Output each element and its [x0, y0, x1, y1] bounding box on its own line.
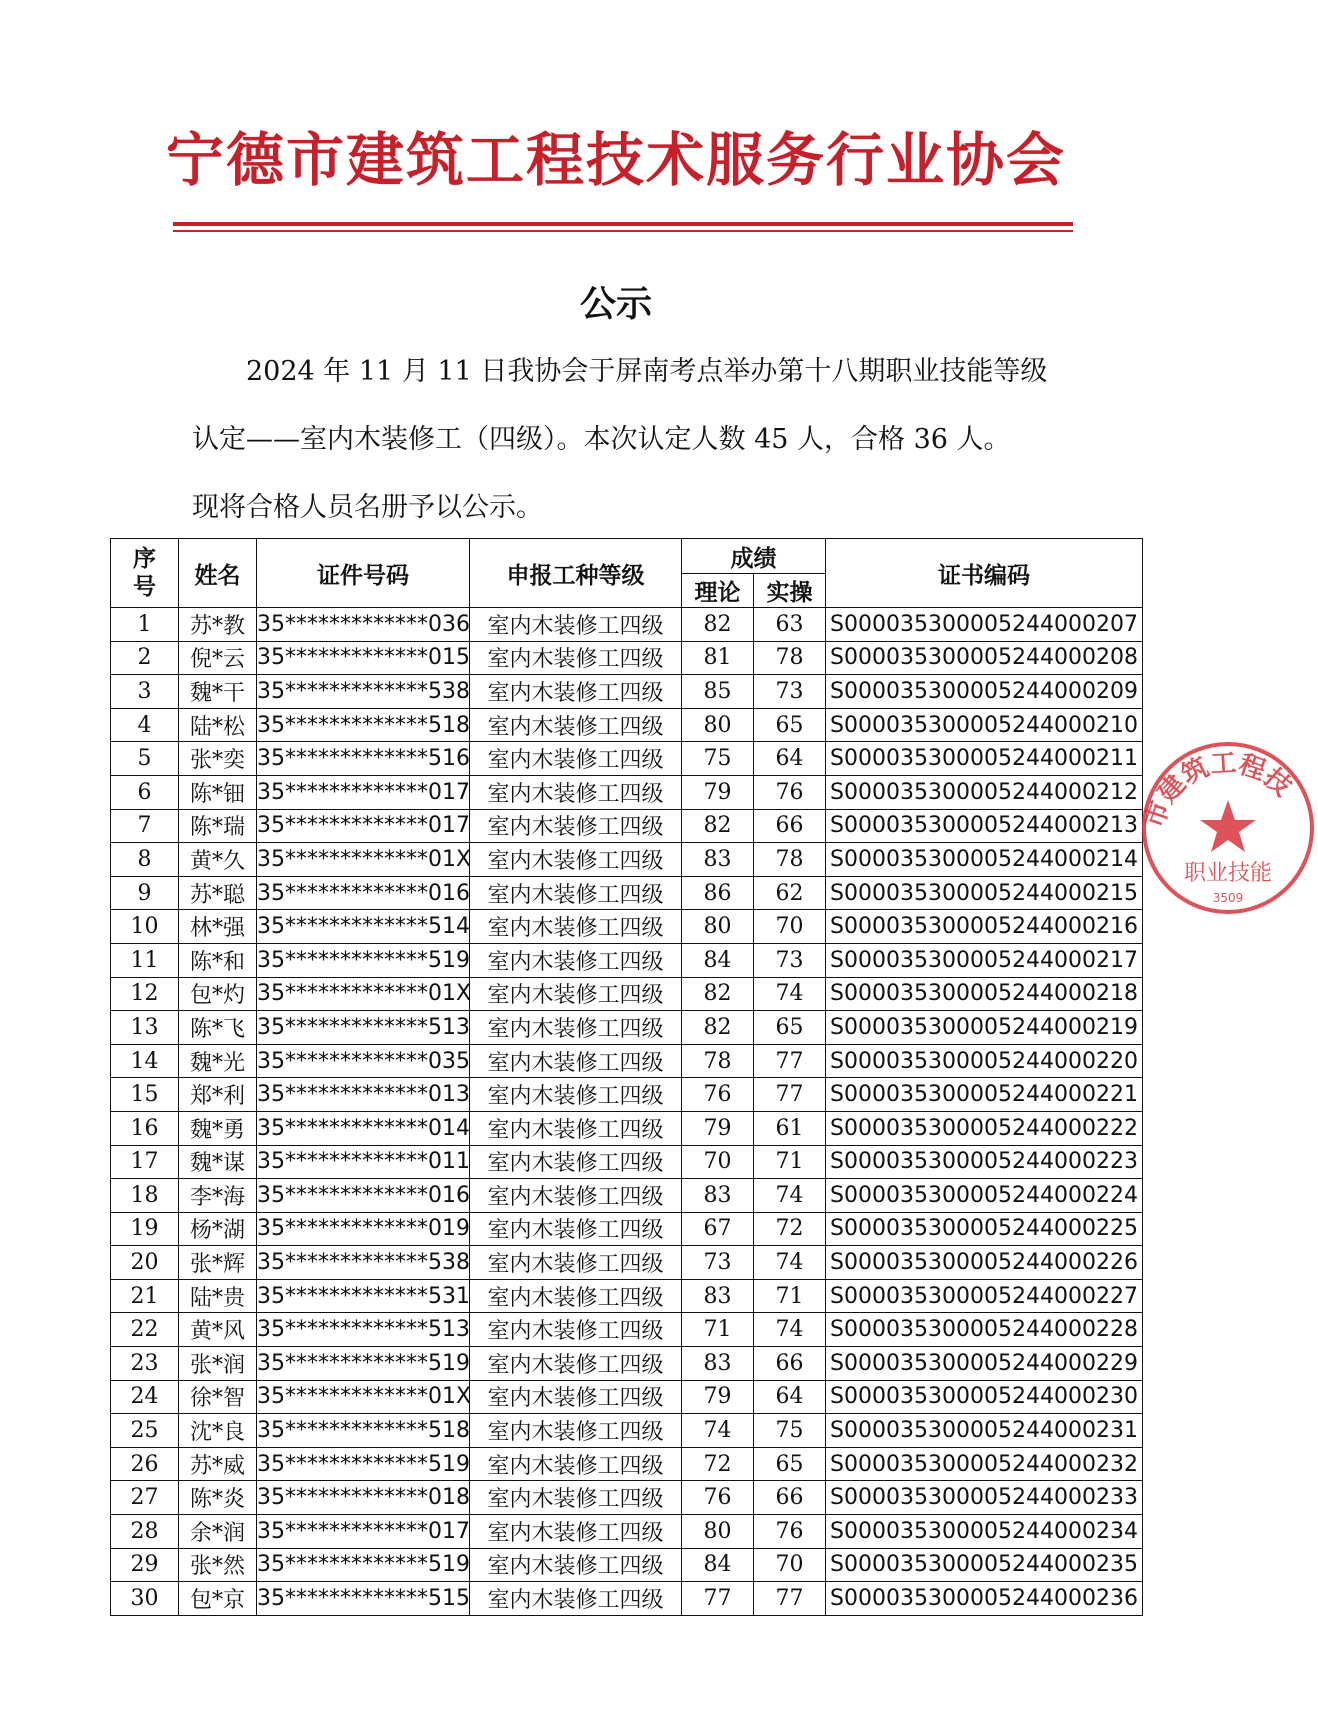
row-level: 室内木装修工四级: [470, 1515, 682, 1549]
row-theory-score: 82: [682, 809, 754, 843]
row-name: 黄*久: [179, 843, 257, 877]
row-practice-score: 66: [754, 809, 826, 843]
row-cert-code: S000035300005244000219: [826, 1011, 1143, 1045]
row-level: 室内木装修工四级: [470, 1078, 682, 1112]
header-seq-top: 序: [133, 546, 156, 572]
row-cert-code: S000035300005244000231: [826, 1414, 1143, 1448]
table-row: [111, 876, 1143, 910]
red-star-seal-icon: [1138, 738, 1318, 918]
row-level: 室内木装修工四级: [470, 843, 682, 877]
row-name: 陈*瑞: [179, 809, 257, 843]
row-id-no: 35*************518: [257, 1414, 470, 1448]
table-row: [111, 1548, 1143, 1582]
row-id-no: 35*************538: [257, 675, 470, 709]
table-row: [111, 708, 1143, 742]
row-name: 包*灼: [179, 977, 257, 1011]
row-cert-code: S000035300005244000218: [826, 977, 1143, 1011]
row-level: 室内木装修工四级: [470, 977, 682, 1011]
row-cert-code: S000035300005244000209: [826, 675, 1143, 709]
row-id-no: 35*************519: [257, 1447, 470, 1481]
row-id-no: 35*************016: [257, 1179, 470, 1213]
row-name: 陆*贵: [179, 1279, 257, 1313]
row-id-no: 35*************017: [257, 809, 470, 843]
row-name: 余*润: [179, 1515, 257, 1549]
row-id-no: 35*************013: [257, 1078, 470, 1112]
row-theory-score: 79: [682, 1111, 754, 1145]
row-theory-score: 75: [682, 742, 754, 776]
row-practice-score: 71: [754, 1279, 826, 1313]
row-seq: 5: [111, 742, 179, 776]
row-cert-code: S000035300005244000236: [826, 1582, 1143, 1616]
row-cert-code: S000035300005244000217: [826, 943, 1143, 977]
table-row: [111, 775, 1143, 809]
row-practice-score: 63: [754, 608, 826, 642]
row-seq: 28: [111, 1515, 179, 1549]
table-row: [111, 1078, 1143, 1112]
row-theory-score: 86: [682, 876, 754, 910]
row-name: 陈*和: [179, 943, 257, 977]
row-theory-score: 85: [682, 675, 754, 709]
row-id-no: 35*************519: [257, 943, 470, 977]
row-practice-score: 66: [754, 1481, 826, 1515]
seal-bottom-text: 3509: [1212, 891, 1244, 905]
table-row: [111, 1212, 1143, 1246]
table-row: [111, 1347, 1143, 1381]
row-level: 室内木装修工四级: [470, 775, 682, 809]
row-id-no: 35*************01X: [257, 843, 470, 877]
row-id-no: 35*************531: [257, 1279, 470, 1313]
table-row: [111, 1179, 1143, 1213]
document-title: 公示: [579, 284, 652, 325]
row-practice-score: 74: [754, 1313, 826, 1347]
row-practice-score: 73: [754, 675, 826, 709]
row-level: 室内木装修工四级: [470, 1313, 682, 1347]
row-id-no: 35*************018: [257, 1481, 470, 1515]
table-row: [111, 675, 1143, 709]
row-theory-score: 72: [682, 1447, 754, 1481]
row-practice-score: 65: [754, 1447, 826, 1481]
row-level: 室内木装修工四级: [470, 1179, 682, 1213]
header-name: 姓名: [179, 539, 257, 608]
table-row: [111, 843, 1143, 877]
row-level: 室内木装修工四级: [470, 1246, 682, 1280]
row-name: 苏*聪: [179, 876, 257, 910]
row-id-no: 35*************513: [257, 1313, 470, 1347]
row-level: 室内木装修工四级: [470, 1011, 682, 1045]
header-seq-bottom: 号: [133, 574, 156, 600]
row-theory-score: 84: [682, 943, 754, 977]
row-theory-score: 80: [682, 910, 754, 944]
header-practice: 实操: [754, 574, 826, 608]
row-name: 张*辉: [179, 1246, 257, 1280]
row-seq: 27: [111, 1481, 179, 1515]
row-id-no: 35*************035: [257, 1044, 470, 1078]
row-practice-score: 75: [754, 1414, 826, 1448]
row-cert-code: S000035300005244000228: [826, 1313, 1143, 1347]
row-seq: 17: [111, 1145, 179, 1179]
row-theory-score: 83: [682, 1279, 754, 1313]
row-theory-score: 84: [682, 1548, 754, 1582]
row-practice-score: 77: [754, 1582, 826, 1616]
table-row: [111, 1313, 1143, 1347]
row-id-no: 35*************515: [257, 1582, 470, 1616]
row-cert-code: S000035300005244000233: [826, 1481, 1143, 1515]
table-row: [111, 977, 1143, 1011]
row-theory-score: 79: [682, 1380, 754, 1414]
row-practice-score: 71: [754, 1145, 826, 1179]
table-row: [111, 1246, 1143, 1280]
row-id-no: 35*************014: [257, 1111, 470, 1145]
row-cert-code: S000035300005244000221: [826, 1078, 1143, 1112]
row-cert-code: S000035300005244000214: [826, 843, 1143, 877]
qualified-roster-table: [110, 538, 1143, 1616]
row-name: 张*奕: [179, 742, 257, 776]
row-seq: 1: [111, 608, 179, 642]
table-row: [111, 742, 1143, 776]
row-theory-score: 73: [682, 1246, 754, 1280]
row-cert-code: S000035300005244000227: [826, 1279, 1143, 1313]
row-practice-score: 78: [754, 843, 826, 877]
table-row: [111, 641, 1143, 675]
row-id-no: 35*************518: [257, 708, 470, 742]
row-practice-score: 77: [754, 1044, 826, 1078]
row-theory-score: 78: [682, 1044, 754, 1078]
row-cert-code: S000035300005244000207: [826, 608, 1143, 642]
notice-paragraph-2: 认定——室内木装修工（四级）。本次认定人数 45 人，合格 36 人。: [192, 424, 1011, 455]
row-level: 室内木装修工四级: [470, 708, 682, 742]
row-practice-score: 74: [754, 1179, 826, 1213]
table-row: [111, 943, 1143, 977]
row-id-no: 35*************01X: [257, 977, 470, 1011]
row-practice-score: 66: [754, 1347, 826, 1381]
row-theory-score: 83: [682, 1347, 754, 1381]
row-level: 室内木装修工四级: [470, 1447, 682, 1481]
row-seq: 16: [111, 1111, 179, 1145]
row-id-no: 35*************019: [257, 1212, 470, 1246]
row-id-no: 35*************016: [257, 876, 470, 910]
row-seq: 30: [111, 1582, 179, 1616]
row-cert-code: S000035300005244000224: [826, 1179, 1143, 1213]
row-seq: 9: [111, 876, 179, 910]
row-seq: 25: [111, 1414, 179, 1448]
header-cert: 证书编码: [826, 539, 1143, 608]
header-level: 申报工种等级: [470, 539, 682, 608]
row-practice-score: 73: [754, 943, 826, 977]
row-id-no: 35*************011: [257, 1145, 470, 1179]
row-level: 室内木装修工四级: [470, 943, 682, 977]
row-seq: 20: [111, 1246, 179, 1280]
table-row: [111, 1011, 1143, 1045]
row-seq: 8: [111, 843, 179, 877]
row-name: 杨*湖: [179, 1212, 257, 1246]
row-id-no: 35*************513: [257, 1011, 470, 1045]
row-name: 魏*干: [179, 675, 257, 709]
row-practice-score: 70: [754, 910, 826, 944]
row-level: 室内木装修工四级: [470, 1279, 682, 1313]
row-cert-code: S000035300005244000229: [826, 1347, 1143, 1381]
row-theory-score: 74: [682, 1414, 754, 1448]
row-practice-score: 65: [754, 708, 826, 742]
table-row: [111, 1044, 1143, 1078]
row-name: 李*海: [179, 1179, 257, 1213]
row-cert-code: S000035300005244000225: [826, 1212, 1143, 1246]
row-practice-score: 65: [754, 1011, 826, 1045]
row-seq: 2: [111, 641, 179, 675]
table-row: [111, 1515, 1143, 1549]
row-name: 包*京: [179, 1582, 257, 1616]
table-row: [111, 809, 1143, 843]
row-theory-score: 83: [682, 1179, 754, 1213]
row-id-no: 35*************01X: [257, 1380, 470, 1414]
red-divider-thin: [173, 230, 1073, 232]
row-seq: 24: [111, 1380, 179, 1414]
table-row: [111, 1279, 1143, 1313]
row-name: 魏*光: [179, 1044, 257, 1078]
row-id-no: 35*************519: [257, 1548, 470, 1582]
row-theory-score: 67: [682, 1212, 754, 1246]
row-cert-code: S000035300005244000230: [826, 1380, 1143, 1414]
row-id-no: 35*************514: [257, 910, 470, 944]
row-cert-code: S000035300005244000212: [826, 775, 1143, 809]
row-theory-score: 82: [682, 977, 754, 1011]
row-level: 室内木装修工四级: [470, 641, 682, 675]
row-practice-score: 64: [754, 1380, 826, 1414]
notice-paragraph-3: 现将合格人员名册予以公示。: [192, 492, 543, 523]
red-divider-thick: [173, 222, 1073, 226]
row-level: 室内木装修工四级: [470, 675, 682, 709]
row-theory-score: 79: [682, 775, 754, 809]
row-level: 室内木装修工四级: [470, 876, 682, 910]
row-name: 陆*松: [179, 708, 257, 742]
row-level: 室内木装修工四级: [470, 910, 682, 944]
row-seq: 3: [111, 675, 179, 709]
row-practice-score: 70: [754, 1548, 826, 1582]
row-theory-score: 77: [682, 1582, 754, 1616]
row-theory-score: 83: [682, 843, 754, 877]
row-id-no: 35*************519: [257, 1347, 470, 1381]
row-practice-score: 62: [754, 876, 826, 910]
row-name: 张*润: [179, 1347, 257, 1381]
row-seq: 21: [111, 1279, 179, 1313]
row-cert-code: S000035300005244000216: [826, 910, 1143, 944]
row-seq: 22: [111, 1313, 179, 1347]
row-cert-code: S000035300005244000220: [826, 1044, 1143, 1078]
table-row: [111, 608, 1143, 642]
table-row: [111, 1414, 1143, 1448]
row-name: 林*强: [179, 910, 257, 944]
row-level: 室内木装修工四级: [470, 742, 682, 776]
row-name: 陈*钿: [179, 775, 257, 809]
row-name: 苏*威: [179, 1447, 257, 1481]
table-header-row: [111, 539, 1143, 574]
row-theory-score: 76: [682, 1078, 754, 1112]
header-seq: [111, 539, 179, 608]
row-seq: 10: [111, 910, 179, 944]
row-name: 魏*谋: [179, 1145, 257, 1179]
row-name: 张*然: [179, 1548, 257, 1582]
row-practice-score: 64: [754, 742, 826, 776]
header-id-no: 证件号码: [257, 539, 470, 608]
row-theory-score: 80: [682, 708, 754, 742]
row-name: 魏*勇: [179, 1111, 257, 1145]
row-seq: 14: [111, 1044, 179, 1078]
row-level: 室内木装修工四级: [470, 1212, 682, 1246]
row-seq: 26: [111, 1447, 179, 1481]
row-name: 郑*利: [179, 1078, 257, 1112]
table-row: [111, 910, 1143, 944]
row-practice-score: 74: [754, 1246, 826, 1280]
row-practice-score: 76: [754, 1515, 826, 1549]
row-level: 室内木装修工四级: [470, 1548, 682, 1582]
row-cert-code: S000035300005244000208: [826, 641, 1143, 675]
row-level: 室内木装修工四级: [470, 1414, 682, 1448]
row-level: 室内木装修工四级: [470, 1582, 682, 1616]
row-cert-code: S000035300005244000232: [826, 1447, 1143, 1481]
row-seq: 18: [111, 1179, 179, 1213]
row-theory-score: 70: [682, 1145, 754, 1179]
row-theory-score: 80: [682, 1515, 754, 1549]
row-seq: 15: [111, 1078, 179, 1112]
row-practice-score: 76: [754, 775, 826, 809]
row-cert-code: S000035300005244000222: [826, 1111, 1143, 1145]
row-name: 苏*教: [179, 608, 257, 642]
row-theory-score: 76: [682, 1481, 754, 1515]
table-body: [111, 608, 1143, 1616]
seal-arc-text: 市建筑工程技: [1139, 748, 1297, 832]
row-level: 室内木装修工四级: [470, 1380, 682, 1414]
row-id-no: 35*************017: [257, 1515, 470, 1549]
row-practice-score: 61: [754, 1111, 826, 1145]
row-cert-code: S000035300005244000226: [826, 1246, 1143, 1280]
notice-paragraph-1: 2024 年 11 月 11 日我协会于屏南考点举办第十八期职业技能等级: [246, 356, 1048, 387]
row-seq: 23: [111, 1347, 179, 1381]
row-level: 室内木装修工四级: [470, 1111, 682, 1145]
row-level: 室内木装修工四级: [470, 608, 682, 642]
row-cert-code: S000035300005244000234: [826, 1515, 1143, 1549]
organization-title: 宁德市建筑工程技术服务行业协会: [165, 126, 1066, 194]
row-id-no: 35*************036: [257, 608, 470, 642]
row-id-no: 35*************516: [257, 742, 470, 776]
row-seq: 19: [111, 1212, 179, 1246]
row-seq: 6: [111, 775, 179, 809]
header-score: 成绩: [682, 539, 826, 574]
row-seq: 12: [111, 977, 179, 1011]
row-seq: 4: [111, 708, 179, 742]
row-id-no: 35*************538: [257, 1246, 470, 1280]
row-name: 陈*飞: [179, 1011, 257, 1045]
row-seq: 11: [111, 943, 179, 977]
table-row: [111, 1447, 1143, 1481]
table-row: [111, 1111, 1143, 1145]
row-cert-code: S000035300005244000213: [826, 809, 1143, 843]
row-practice-score: 77: [754, 1078, 826, 1112]
row-cert-code: S000035300005244000210: [826, 708, 1143, 742]
row-name: 陈*炎: [179, 1481, 257, 1515]
row-level: 室内木装修工四级: [470, 1145, 682, 1179]
row-practice-score: 72: [754, 1212, 826, 1246]
row-cert-code: S000035300005244000235: [826, 1548, 1143, 1582]
row-level: 室内木装修工四级: [470, 1044, 682, 1078]
svg-text:市建筑工程技: [1139, 748, 1296, 831]
row-practice-score: 74: [754, 977, 826, 1011]
row-theory-score: 82: [682, 608, 754, 642]
row-seq: 29: [111, 1548, 179, 1582]
table-row: [111, 1145, 1143, 1179]
row-level: 室内木装修工四级: [470, 1481, 682, 1515]
row-seq: 7: [111, 809, 179, 843]
seal-inner-text: 职业技能: [1183, 861, 1273, 886]
row-cert-code: S000035300005244000211: [826, 742, 1143, 776]
row-theory-score: 81: [682, 641, 754, 675]
row-theory-score: 71: [682, 1313, 754, 1347]
row-level: 室内木装修工四级: [470, 809, 682, 843]
row-id-no: 35*************017: [257, 775, 470, 809]
row-id-no: 35*************015: [257, 641, 470, 675]
table-row: [111, 1481, 1143, 1515]
row-name: 倪*云: [179, 641, 257, 675]
row-name: 徐*智: [179, 1380, 257, 1414]
row-name: 黄*风: [179, 1313, 257, 1347]
header-theory: 理论: [682, 574, 754, 608]
row-practice-score: 78: [754, 641, 826, 675]
table-row: [111, 1582, 1143, 1616]
row-name: 沈*良: [179, 1414, 257, 1448]
row-level: 室内木装修工四级: [470, 1347, 682, 1381]
table-row: [111, 1380, 1143, 1414]
row-cert-code: S000035300005244000223: [826, 1145, 1143, 1179]
row-seq: 13: [111, 1011, 179, 1045]
row-theory-score: 82: [682, 1011, 754, 1045]
row-cert-code: S000035300005244000215: [826, 876, 1143, 910]
